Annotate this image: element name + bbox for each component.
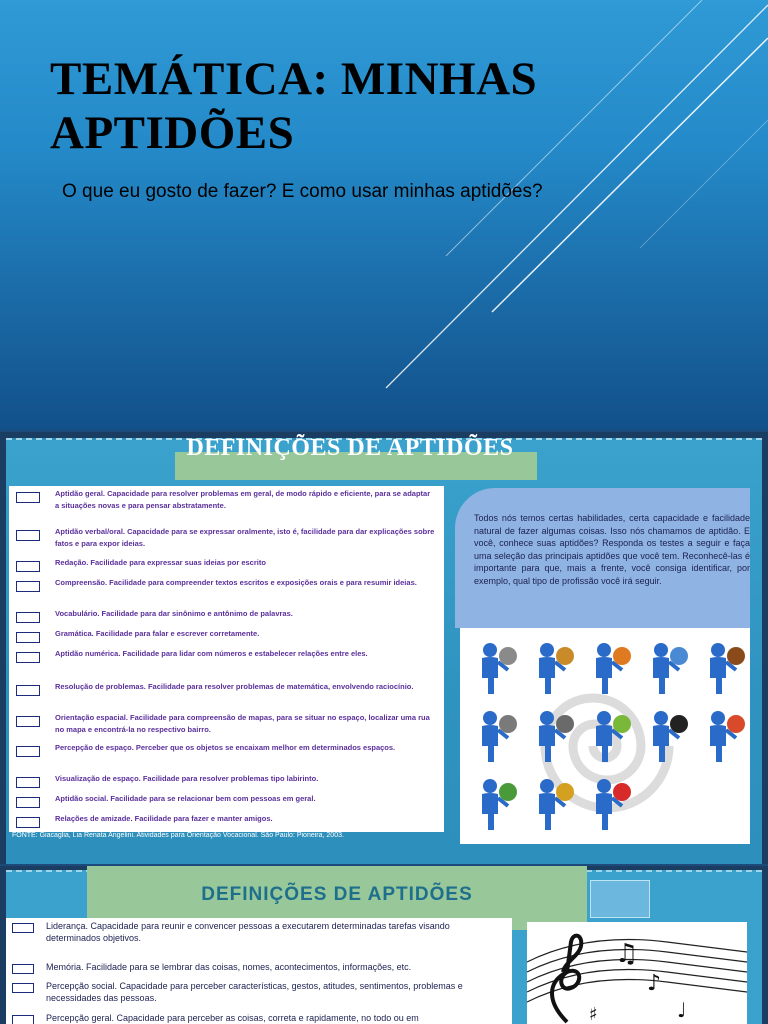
checkbox[interactable] (12, 964, 34, 974)
pencil-figure-icon (525, 772, 575, 834)
item-text: Percepção social. Capacidade para perceber características, gestos, atitudes, sentimentos, problemas e necessidades das pessoas. (46, 981, 463, 1003)
item-text: Compreensão. Facilidade para compreender textos escritos e exposições orais e para resumir ideias. (55, 578, 417, 587)
basketball-figure-icon (582, 636, 632, 698)
checkbox[interactable] (16, 777, 40, 788)
item-text: Visualização de espaço. Facilidade para resolver problemas tipo labirinto. (55, 774, 319, 783)
broom-figure-icon (525, 636, 575, 698)
item-text: Redação. Facilidade para expressar suas ideias por escrito (55, 558, 266, 567)
music-notes-icon (527, 922, 747, 1024)
checkbox[interactable] (16, 632, 40, 643)
aptitude-checklist (6, 918, 512, 1024)
slide-title: TEMÁTICA: MINHAS APTIDÕES (50, 53, 538, 159)
volleyball-figure-icon (639, 636, 689, 698)
heart-figure-icon (582, 772, 632, 834)
item-text: Aptidão numérica. Facilidade para lidar com números e estabelecer relações entre eles. (55, 649, 368, 658)
checkbox[interactable] (16, 817, 40, 828)
tennis-racket-figure-icon (582, 704, 632, 766)
decorative-bar (590, 880, 650, 918)
bat-figure-icon (468, 704, 518, 766)
intro-text: Todos nós temos certas habilidades, certa capacidade e facilidade natural de fazer algumas coisas. Isso nós chamamos de aptidão. E você, conhece suas aptidões? Responda os testes a seguir e faça uma seleção das principais aptidões que você tem. Reconhecê-las é importante para que, mais a frente, você consiga identificar, por exemplo, qual tipo de profissão você irá seguir. (474, 513, 750, 586)
checkbox[interactable] (16, 716, 40, 727)
checkbox[interactable] (12, 983, 34, 993)
checkbox[interactable] (16, 797, 40, 808)
item-text: Liderança. Capacidade para reunir e convencer pessoas a executarem determinadas tarefas visando determinados objetivos. (46, 921, 450, 943)
slide-heading: DEFINIÇÕES DE APTIDÕES (201, 884, 473, 905)
source-footnote: FONTE: Giacaglia, Lia Renata Angelini. Atividades para Orientação Vocacional. São Paulo: Pioneira, 2003. (12, 832, 344, 839)
item-text: Gramática. Facilidade para falar e escrever corretamente. (55, 629, 260, 638)
soccer-ball-figure-icon (639, 704, 689, 766)
svg-text:♩: ♩ (677, 998, 687, 1022)
item-text: Relações de amizade. Facilidade para fazer e manter amigos. (55, 814, 273, 823)
item-text: Percepção de espaço. Perceber que os objetos se encaixam melhor em determinados espaços. (55, 743, 396, 752)
brush-figure-icon (468, 772, 518, 834)
checkbox[interactable] (16, 746, 40, 757)
aptitude-icons-panel (460, 628, 750, 844)
checkbox[interactable] (16, 530, 40, 541)
hammer-figure-icon (525, 704, 575, 766)
checkbox[interactable] (16, 581, 40, 592)
aptitude-checklist (9, 486, 444, 832)
beach-ball-figure-icon (696, 704, 746, 766)
svg-text:♪: ♪ (647, 971, 662, 996)
checkbox[interactable] (16, 685, 40, 696)
slide-heading: DEFINIÇÕES DE APTIDÕES (186, 435, 514, 461)
item-text: Aptidão geral. Capacidade para resolver problemas em geral, de modo rápido e eficiente, para se adaptar a situações novas e para pensar abstratamente. (55, 489, 431, 510)
checkbox[interactable] (16, 492, 40, 503)
item-text: Vocabulário. Facilidade para dar sinônimo e antônimo de palavras. (55, 609, 293, 618)
slide-subtitle: O que eu gosto de fazer? E como usar minhas aptidões? (62, 181, 543, 202)
item-text: Orientação espacial. Facilidade para compreensão de mapas, para se situar no espaço, localizar uma rua no mapa e encontrá-la no respectivo bairro. (55, 713, 430, 734)
svg-text:♯: ♯ (589, 1004, 598, 1024)
title-slide (0, 0, 768, 430)
checkbox[interactable] (16, 652, 40, 663)
definitions-slide-2 (0, 866, 768, 1024)
checkbox[interactable] (12, 1015, 34, 1024)
item-text: Aptidão social. Facilidade para se relacionar bem com pessoas em geral. (55, 794, 316, 803)
item-text: Aptidão verbal/oral. Capacidade para se expressar oralmente, isto é, facilidade para dar explicações sobre fatos e para expor ideias. (55, 527, 435, 548)
item-text: Resolução de problemas. Facilidade para resolver problemas de matemática, envolvendo raciocínio. (55, 682, 414, 691)
football-figure-icon (696, 636, 746, 698)
checkbox[interactable] (16, 561, 40, 572)
checkbox[interactable] (12, 923, 34, 933)
definitions-slide (0, 432, 768, 864)
checkbox[interactable] (16, 612, 40, 623)
item-text: Memória. Facilidade para se lembrar das coisas, nomes, acontecimentos, informações, etc. (46, 962, 412, 972)
item-text: Percepção geral. Capacidade para perceber as coisas, correta e rapidamente, no todo ou em (46, 1013, 419, 1023)
svg-text:♫: ♫ (615, 939, 639, 969)
wrench-figure-icon (468, 636, 518, 698)
